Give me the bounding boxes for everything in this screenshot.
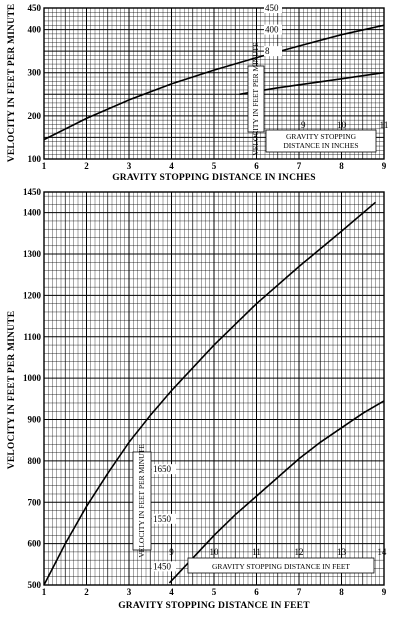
top-inner-distance-label-line1: GRAVITY STOPPING xyxy=(286,132,357,141)
top-x-tick-label: 5 xyxy=(212,161,217,171)
bottom-inner-x-tick-label: 11 xyxy=(252,547,261,557)
bot-y-tick-label: 1450 xyxy=(23,187,42,197)
bottom-inner-x-tick-label: 14 xyxy=(377,547,387,557)
top-y-tick-label: 400 xyxy=(28,25,42,35)
bot-y-tick-label: 1000 xyxy=(23,373,42,383)
bot-x-tick-label: 4 xyxy=(169,587,174,597)
top-inner-y-tick-label: 400 xyxy=(265,25,279,35)
top-chart-y-ticks xyxy=(28,3,42,164)
bot-x-tick-label: 1 xyxy=(42,587,47,597)
top-x-tick-label: 8 xyxy=(339,161,344,171)
top-x-tick-label: 6 xyxy=(254,161,259,171)
top-chart-x-ticks xyxy=(42,161,387,171)
top-x-tick-label: 4 xyxy=(169,161,174,171)
bottom-chart xyxy=(7,187,387,611)
bot-y-tick-label: 1300 xyxy=(23,249,42,259)
bottom-chart-y-ticks xyxy=(23,187,42,590)
bottom-inner-velocity-label: VELOCITY IN FEET PER MINUTE xyxy=(137,444,146,558)
top-x-tick-label: 2 xyxy=(84,161,89,171)
top-inner-distance-label-line2: DISTANCE IN INCHES xyxy=(283,141,358,150)
bottom-inner-y-tick-label: 1650 xyxy=(153,464,172,474)
top-y-tick-label: 100 xyxy=(28,154,42,164)
top-inner-x-tick-label: 10 xyxy=(337,120,347,130)
top-inner-x-tick-label: 9 xyxy=(301,120,306,130)
bottom-inner-x-tick-label: 9 xyxy=(169,547,174,557)
top-inner-y-tick-label: 8 xyxy=(265,46,270,56)
top-x-tick-label: 7 xyxy=(297,161,302,171)
bot-y-tick-label: 700 xyxy=(28,497,42,507)
top-chart-y-axis-label: VELOCITY IN FEET PER MINUTE xyxy=(7,4,17,162)
bot-x-tick-label: 9 xyxy=(382,587,387,597)
bot-series-2-line xyxy=(169,401,384,583)
bot-y-tick-label: 1400 xyxy=(23,208,42,218)
bot-x-tick-label: 5 xyxy=(212,587,217,597)
top-chart-x-axis-label: GRAVITY STOPPING DISTANCE IN INCHES xyxy=(112,173,316,183)
bottom-chart-grid xyxy=(44,192,384,585)
top-x-tick-label: 9 xyxy=(382,161,387,171)
top-inner-x-tick-label: 11 xyxy=(380,120,389,130)
top-y-tick-label: 450 xyxy=(28,3,42,13)
bottom-chart-x-ticks xyxy=(42,587,387,597)
bot-y-tick-label: 1200 xyxy=(23,290,42,300)
top-inner-y-tick-label: 450 xyxy=(265,3,279,13)
bottom-inner-distance-label: GRAVITY STOPPING DISTANCE IN FEET xyxy=(212,562,350,571)
top-x-tick-label: 3 xyxy=(127,161,132,171)
bot-x-tick-label: 8 xyxy=(339,587,344,597)
bot-x-tick-label: 7 xyxy=(297,587,302,597)
top-x-tick-label: 1 xyxy=(42,161,47,171)
bot-x-tick-label: 2 xyxy=(84,587,89,597)
bot-y-tick-label: 1100 xyxy=(23,332,41,342)
bot-x-tick-label: 3 xyxy=(127,587,132,597)
bottom-inner-y-tick-label: 1550 xyxy=(153,514,172,524)
top-y-tick-label: 300 xyxy=(28,68,42,78)
bottom-chart-x-axis-label: GRAVITY STOPPING DISTANCE IN FEET xyxy=(118,601,310,611)
bottom-chart-y-axis-label: VELOCITY IN FEET PER MINUTE xyxy=(7,311,17,469)
bottom-inner-y-tick-label: 1450 xyxy=(153,561,172,571)
bot-y-tick-label: 800 xyxy=(28,456,42,466)
top-chart xyxy=(7,3,388,183)
bottom-inner-x-tick-label: 10 xyxy=(210,547,220,557)
bottom-inner-x-tick-label: 13 xyxy=(337,547,347,557)
top-inner-distance-scale xyxy=(266,120,388,152)
top-y-tick-label: 200 xyxy=(28,111,42,121)
bot-y-tick-label: 900 xyxy=(28,415,42,425)
bot-x-tick-label: 6 xyxy=(254,587,259,597)
top-inner-velocity-label: VELOCITY IN FEET PER MINUTE xyxy=(251,42,260,156)
bot-y-tick-label: 600 xyxy=(28,539,42,549)
bot-y-tick-label: 500 xyxy=(28,580,42,590)
bottom-inner-x-tick-label: 12 xyxy=(295,547,304,557)
